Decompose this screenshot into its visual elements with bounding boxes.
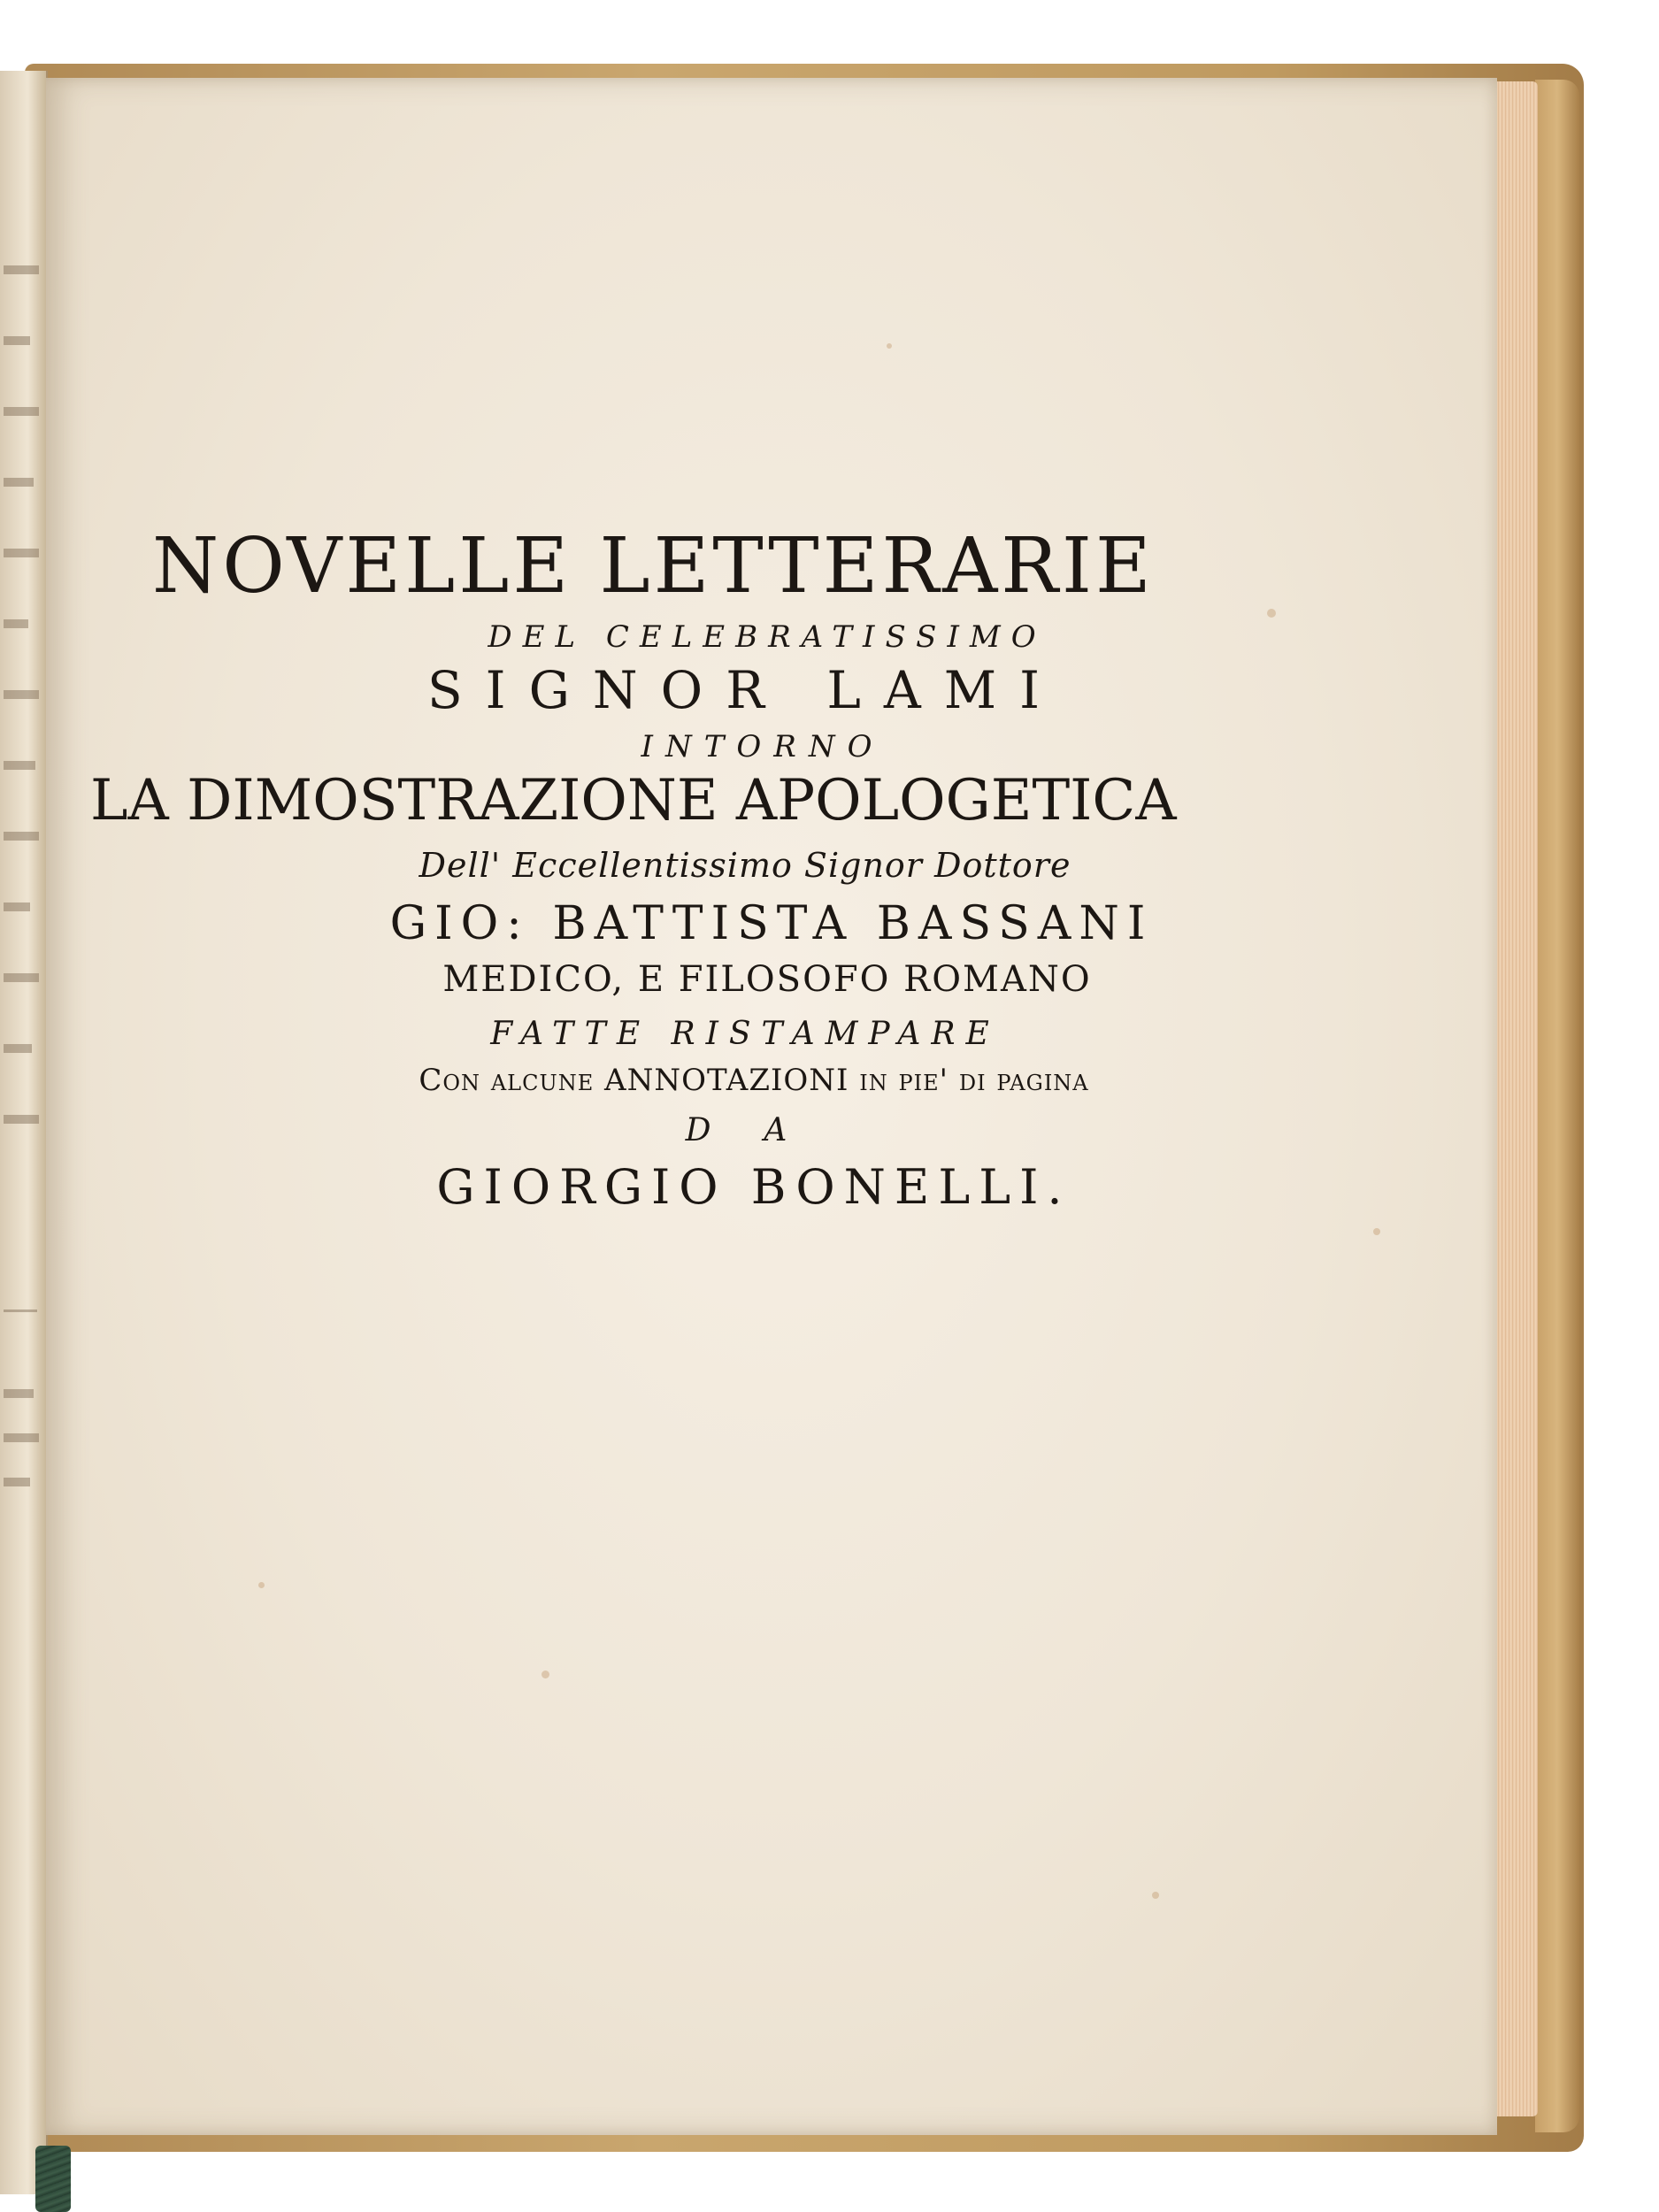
ribbon-bookmark [35, 2146, 71, 2212]
page-edges [1495, 81, 1538, 2116]
title-line-intorno: INTORNO [641, 729, 885, 764]
title-line-signor-lami: SIGNOR LAMI [426, 660, 1064, 720]
author-profession: MEDICO, E FILOSOFO ROMANO [442, 959, 1092, 1000]
title-line-eccellentissimo: Dell' Eccellentissimo Signor Dottore [419, 846, 1071, 885]
main-title: NOVELLE LETTERARIE [152, 522, 1155, 611]
binding-edge [1535, 80, 1579, 2132]
title-line-del-celebratissimo: DEL CELEBRATISSIMO [488, 619, 1047, 655]
editor-name: GIORGIO BONELLI. [436, 1159, 1071, 1215]
title-line-fatte-ristampare: FATTE RISTAMPARE [490, 1016, 1000, 1052]
title-line-dimostrazione: LA DIMOSTRAZIONE APOLOGETICA [90, 768, 1177, 833]
title-line-annotazioni: Con alcune ANNOTAZIONI in pie' di pagina [419, 1063, 1089, 1098]
title-line-da: DA [685, 1112, 841, 1148]
author-name: GIO: BATTISTA BASSANI [389, 897, 1154, 950]
title-text-block [46, 522, 1497, 1215]
